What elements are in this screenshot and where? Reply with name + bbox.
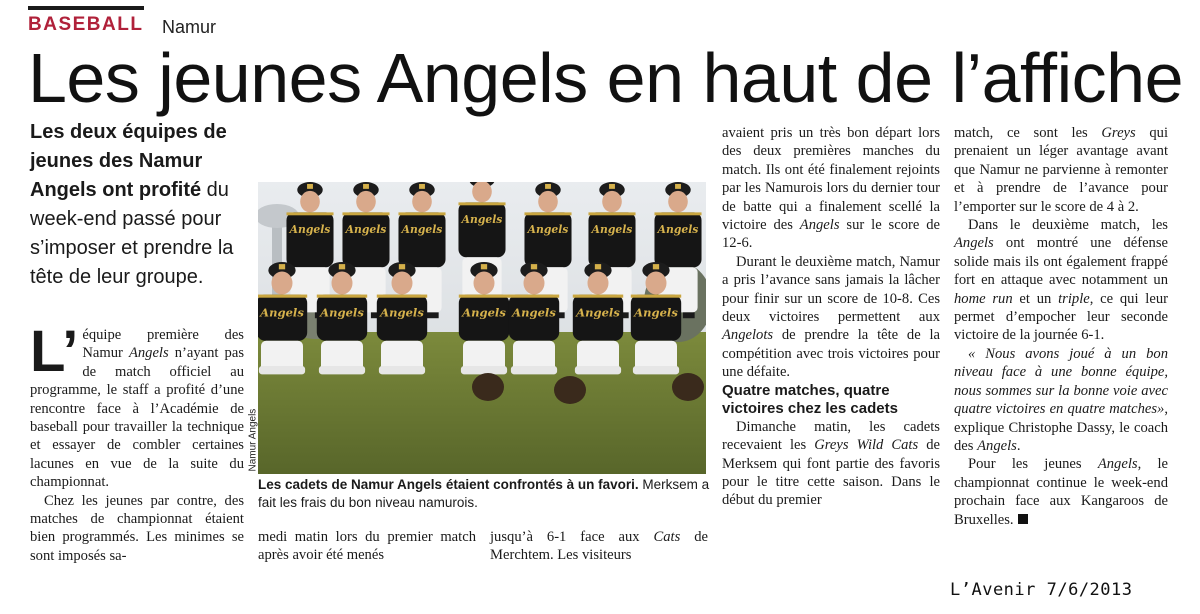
photo-credit [244, 404, 260, 474]
paragraph: Chez les jeunes par contre, des matches de championnat étaient bien programmés. Les minimes se sont imposés sa- [30, 492, 244, 564]
jersey-text: Angels [345, 222, 387, 236]
text: jusqu’à 6-1 face aux [490, 529, 654, 545]
text: ont montré une défense solide mais ils ont également frappé fort en attaque avec notamment un [954, 235, 1168, 289]
jersey-text: Angels [461, 212, 503, 226]
text: triple [1058, 290, 1090, 307]
text: Dans le deuxième match, les [968, 217, 1168, 234]
text: de Merchtem. Les visiteurs [490, 529, 708, 564]
caption-rest: Merksem a fait les frais du bon niveau namurois. [258, 477, 710, 510]
text: , ce qui leur permet d’empocher leur seconde victoire de la journée 6-1. [954, 290, 1168, 344]
photo-caption [258, 476, 710, 512]
column-2-bottom [258, 528, 476, 565]
paragraph [722, 253, 940, 382]
paragraph: medi matin lors du premier match après avoir été menés [258, 529, 476, 564]
jersey-text: Angels [462, 305, 506, 320]
dropcap: L’ [30, 319, 79, 384]
source-label: L’Avenir 7/6/2013 [950, 580, 1133, 600]
text: Greys Wild Cats [814, 437, 919, 454]
column-5 [954, 124, 1168, 529]
jersey-text: Angels [527, 222, 569, 236]
baseball-glove [672, 373, 704, 401]
text: home run [954, 290, 1013, 307]
text: Angels [1097, 456, 1138, 473]
paragraph [722, 124, 940, 253]
text: match, ce sont les [954, 125, 1102, 141]
text: sur le score de 12-6. [722, 217, 940, 252]
paragraph [722, 418, 940, 510]
end-mark [1018, 514, 1028, 524]
team-photo [258, 182, 706, 474]
text: avaient pris un très bon départ lors des deux premières manches du match. Ils ont été finalement rejoints par les Namurois lors du dernier tour de batte qui a finalement scellé la victoire des [722, 125, 940, 234]
text: et un [1012, 290, 1059, 307]
column-3-bottom [490, 528, 708, 565]
jersey-text: Angels [512, 305, 556, 320]
caption-bold: Les cadets de Namur Angels étaient confrontés à un favori. [258, 477, 639, 492]
jersey-text: Angels [634, 305, 678, 320]
paragraph [30, 319, 244, 492]
jersey-text: Angels [591, 222, 633, 236]
location-label: Namur [162, 17, 217, 37]
headline: Les jeunes Angels en haut de l’affiche [28, 39, 1184, 117]
text: de Merksem qui font partie des favoris pour le titre cette saison. Dans le début du premier [722, 437, 940, 509]
text: équipe première des Namur [82, 327, 244, 362]
text: Cats [653, 529, 681, 545]
lead-bold: Les deux équipes de jeunes des Namur Angels ont profité [30, 121, 227, 201]
jersey-text: Angels [576, 305, 620, 320]
paragraph [954, 124, 1168, 216]
text: Durant le deuxième match, Namur a pris l’avance sans jamais la lâcher pour finir sur un score de 10-8. Ces deux victoires permettent aux [722, 253, 940, 326]
kicker-rule [28, 6, 144, 10]
text: Dimanche matin, les cadets recevaient les [722, 418, 940, 454]
column-4 [722, 124, 940, 510]
baseball-glove [554, 376, 586, 404]
quote: « Nous avons joué à un bon niveau face à une bonne équipe, nous sommes sur la bonne voie avec quatre victoires en quatre matches» [954, 345, 1168, 418]
paragraph [954, 216, 1168, 345]
jersey-text: Angels [380, 305, 424, 320]
text: Angels [128, 345, 169, 362]
paragraph [954, 455, 1168, 529]
jersey-text: Angels [289, 222, 331, 236]
text: Pour les jeunes [968, 456, 1098, 473]
text: de prendre la tête de la compétition avec trois victoires pour une défaite. [722, 327, 940, 381]
jersey-text: Angels [320, 305, 364, 320]
text: , le championnat continue le week-end prochain face aux Kangaroos de Bruxelles. [954, 456, 1168, 528]
jersey-text: Angels [657, 222, 699, 236]
text: Greys [1101, 125, 1136, 141]
lead-paragraph [30, 118, 252, 292]
paragraph [490, 528, 708, 565]
baseball-glove [472, 373, 504, 401]
text: , explique Christophe Dassy, le coach des [954, 401, 1168, 454]
text: n’ayant pas de match officiel au programme, le staff a profité d’une rencontre face à l’Académie de baseball pour travailler la technique et essayer de combler certaines lacunes en vue de la suite du championnat. [30, 345, 244, 491]
text: Angels [799, 217, 840, 234]
text: Angelots [722, 327, 774, 344]
column-1 [30, 319, 244, 565]
section-kicker: BASEBALL [28, 14, 144, 35]
text: Angels [977, 437, 1017, 454]
text: qui prenaient un léger avantage avant que Namur ne parvienne à remonter et à prendre de l’avance pour l’emporter sur le score de 4 à 2. [954, 125, 1168, 215]
photo-credit-text: Namur Angels [247, 408, 259, 472]
jersey-text: Angels [401, 222, 443, 236]
text: . [1016, 437, 1021, 454]
subheading: Quatre matches, quatre victoires chez les cadets [722, 381, 898, 417]
text: Angels [954, 235, 994, 252]
paragraph [954, 345, 1168, 455]
jersey-text: Angels [260, 305, 304, 320]
lead-rest: du week-end passé pour s’imposer et prendre la tête de leur groupe. [30, 179, 234, 288]
